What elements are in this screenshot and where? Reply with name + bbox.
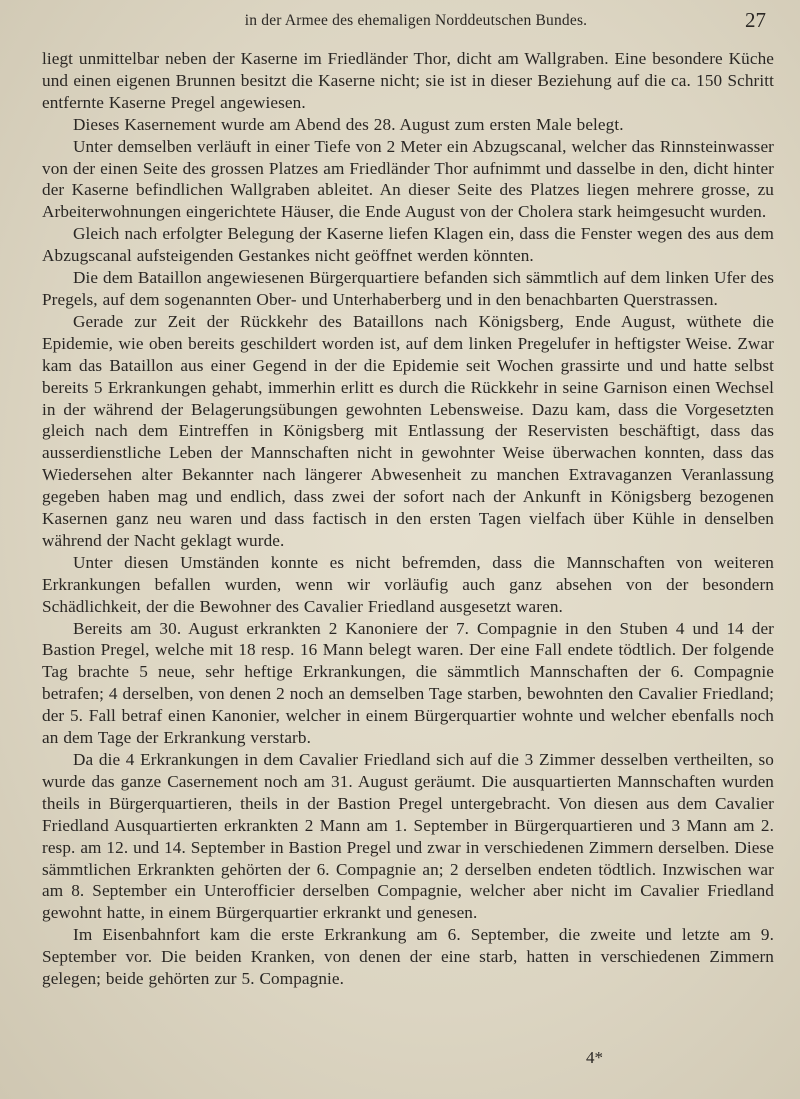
paragraph-1: liegt unmittelbar neben der Kaserne im Friedländer Thor, dicht am Wallgraben. Eine besondere Küche und einen eigenen Brunnen besitzt die Kaserne nicht; sie ist in dieser Beziehung auf die ca. 150 Schritt entfernte Kaserne Pregel angewiesen.	[42, 49, 774, 112]
paragraph-10: Im Eisenbahnfort kam die erste Erkrankung am 6. September, die zweite und letzte am 9. September vor. Die beiden Kranken, von denen der eine starb, hatten in verschiedenen Zimmern gelegen; beide gehörten zur 5. Compagnie.	[42, 925, 774, 989]
page-number: 27	[745, 8, 766, 32]
running-head	[60, 8, 772, 32]
paragraph-8: Bereits am 30. August erkrankten 2 Kanoniere der 7. Compagnie in den Stuben 4 und 14 der Bastion Pregel, welche mit 18 resp. 16 Mann belegt waren. Der eine Fall endete tödtlich. Der folgende Tag brachte 5 neue, sehr heftige Erkrankungen, die sämmtlich Mannschaften der 6. Compagnie betrafen; 4 derselben, von denen 2 noch an demselben Tage starben, bewohnten den Cavalier Friedland; der 5. Fall betraf einen Kanonier, welcher in einem Bürgerquartier wohnte und welcher ebenfalls noch an dem Tage der Erkrankung verstarb.	[42, 618, 774, 748]
paragraph-3: Unter demselben verläuft in einer Tiefe von 2 Meter ein Abzugscanal, welcher das Rinnsteinwasser von der einen Seite des grossen Platzes am Friedländer Thor aufnimmt und dasselbe in den, dicht hinter der Kaserne befindlichen Wallgraben ableitet. An dieser Seite des Platzes liegen mehrere grosse, zu Arbeiterwohnungen eingerichtete Häuser, die Ende August von der Cholera stark heimgesucht wurden.	[42, 136, 774, 222]
body-text	[42, 48, 774, 990]
paragraph-7: Unter diesen Umständen konnte es nicht befremden, dass die Mannschaften von weiteren Erkrankungen befallen wurden, wenn wir vorläufig auch ganz absehen von der besondern Schädlichkeit, der die Bewohner des Cavalier Friedland ausgesetzt waren.	[42, 552, 774, 616]
paragraph-2: Dieses Kasernement wurde am Abend des 28. August zum ersten Male belegt.	[73, 114, 624, 134]
paragraph-5: Die dem Bataillon angewiesenen Bürgerquartiere befanden sich sämmtlich auf dem linken Ufer des Pregels, auf dem sogenannten Ober- und Unterhaberberg und in den benachbarten Querstrassen.	[42, 268, 774, 309]
signature-mark: 4*	[586, 1048, 603, 1067]
running-title: in der Armee des ehemaligen Norddeutschen Bundes.	[244, 12, 588, 29]
paragraph-9: Da die 4 Erkrankungen in dem Cavalier Friedland sich auf die 3 Zimmer desselben vertheilten, so wurde das ganze Casernement noch am 31. August geräumt. Die ausquartierten Mannschaften wurden theils in Bürgerquartieren, theils in der Bastion Pregel untergebracht. Von diesen aus dem Cavalier Friedland Ausquartierten erkrankten 2 Mann am 1. September in Bürgerquartieren und 3 Mann am 2. resp. am 12. und 14. September in Bastion Pregel und zwar in verschiedenen Zimmern derselben. Diese sämmtlichen Erkrankten gehörten der 6. Compagnie an; 2 derselben endeten tödtlich. Inzwischen war am 8. September ein Unterofficier derselben Compagnie, welcher aber nicht im Cavalier Friedland gewohnt hatte, in einem Bürgerquartier erkrankt und genesen.	[42, 750, 774, 923]
paragraph-6: Gerade zur Zeit der Rückkehr des Bataillons nach Königsberg, Ende August, wüthete die Epidemie, wie oben bereits geschildert worden ist, auf dem linken Pregelufer in heftigster Weise. Zwar kam das Bataillon aus einer Gegend in der die Epidemie seit Wochen grassirte und und hatte selbst bereits 5 Erkrankungen gehabt, immerhin erlitt es durch die Rückkehr in seine Garnison einen Wechsel in der während der Belagerungsübungen gewohnten Lebensweise. Dazu kam, dass die Vorgesetzten gleich nach dem Eintreffen in Königsberg mit Entlassung der Reservisten beschäftigt, dass das ausserdienstliche Leben der Mannschaften nicht in gewohnter Weise überwachen konnten, dass das Wiedersehen alter Bekannter nach längerer Abwesenheit zu manchen Extravaganzen Veranlassung gegeben haben mag und endlich, dass zwei der sofort nach der Ankunft in Königsberg bezogenen Kasernen ganz neu waren und dass factisch in den ersten Tagen vielfach über Kühle in denselben während der Nacht geklagt wurde.	[42, 311, 774, 550]
paragraph-4: Gleich nach erfolgter Belegung der Kaserne liefen Klagen ein, dass die Fenster wegen des aus dem Abzugscanal aufsteigenden Gestankes nicht geöffnet werden könnten.	[42, 224, 774, 266]
